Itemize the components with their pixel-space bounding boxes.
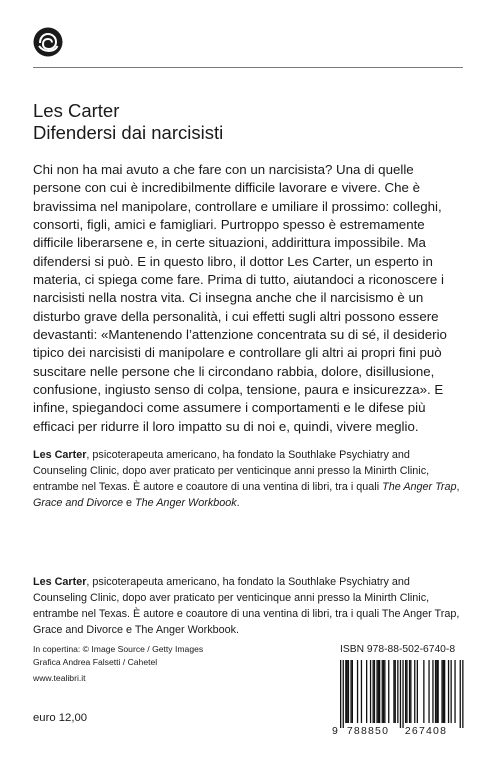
bio-separator: , [456,480,460,493]
book-title: Difendersi dai narcisisti [33,122,224,143]
isbn-label: ISBN 978-88-502-6740-8 [340,644,456,655]
barcode-bar [428,660,429,723]
barcode-bar [376,660,377,723]
isbn-barcode [330,660,468,736]
barcode-bar [379,660,380,723]
barcode-bar [388,660,389,723]
book-author: Les Carter [33,100,120,121]
barcode-bar [423,660,424,723]
barcode-bar [348,660,349,723]
header-divider [33,67,463,68]
author-bio [33,448,465,512]
barcode-bar [405,660,406,723]
bio-author-name: Les Carter [33,449,87,461]
barcode-bar [409,660,410,723]
barcode-bar [460,660,461,728]
barcode-bar [370,660,371,723]
credits [33,643,203,668]
barcode-bar [397,660,398,723]
barcode-bar [350,660,351,723]
barcode-bar [410,660,411,723]
barcode-bar [373,660,374,723]
barcode-bar [366,660,367,723]
bio-separator: e [123,496,136,509]
barcode-bar [361,660,362,723]
tea-libri-logo-icon [33,27,63,57]
barcode-bar [432,660,433,723]
barcode-bar [343,660,344,728]
barcode-bar [347,660,348,723]
barcode-bar [345,660,346,723]
barcode-bar [435,660,436,723]
barcode-bar [393,660,394,723]
barcode-bar [443,660,444,723]
barcode-bar [454,660,455,723]
bio-book-title: The Anger Trap [382,480,457,493]
barcode-left-group: 788850 [346,725,390,736]
bio-book-title: The Anger Workbook [135,496,237,509]
bio-text: , psicoterapeuta americano, ha fondato la Southlake Psychiatry and Counseling Clinic, dopo aver praticato per venticinque anni presso la Minirth Clinic, entrambe nel Texas. È autore e coautore di una ventina di libri, tra i quali [33,449,430,493]
price: euro 12,00 [33,712,88,724]
barcode-bar [444,660,445,723]
publisher-website: www.tealibri.it [33,673,86,683]
book-blurb: Chi non ha mai avuto a che fare con un narcisista? Una di quelle persone con cui è incredibilmente difficile lavorare e vivere. Che è bravissima nel manipolare, controllare e umiliare il prossimo: colleghi, consorti, figli, amici e famigliari. Purtroppo spesso è estremamente difficile liberarsene e, in certe situazioni, addirittura impossibile. Ma difendersi si può. E in questo libro, il dottor Les Carter, un esperto in materia, ci spiega come fare. Prima di tutto, aiutandoci a riconoscere i narcisisti nella nostra vita. Ci insegna anche che il narcisismo è un disturbo grave della personalità, i cui effetti sugli altri possono essere devastanti: «Mantenendo l’attenzione concentrata su di sé, il desiderio tipico dei narcisisti di manipolare e controllare gli altri ai propri fini può suscitare nelle persone che li circondano rabbia, dolore, disillusione, confusione, ingiusto senso di colpa, tensione, paura e insicurezza». E infine, spiegandoci come assumere i comportamenti e le difese più efficaci per ridurre il loro impatto su di noi e, quindi, vivere meglio. [33,162,447,434]
barcode-bar [438,660,439,723]
barcode-bar [441,660,442,723]
barcode-bar [406,660,407,723]
barcode-bar [448,660,449,723]
cover-credit: In copertina: © Image Source / Getty Images [33,644,204,654]
barcode-bar [340,660,341,728]
bio-book-title: Grace and Divorce [33,496,124,509]
barcode-bar [462,660,463,728]
barcode-bar [414,660,415,723]
bio-repeat-author-name: Les Carter [33,576,87,588]
barcode-bar [378,660,379,723]
barcode-bar [374,660,375,723]
barcode-bar [395,660,396,723]
barcode-bar [451,660,452,723]
author-bio-repeat [33,575,465,639]
barcode-bar [400,660,401,728]
barcode-bar [357,660,358,723]
bio-repeat-text: , psicoterapeuta americano, ha fondato la Southlake Psychiatry and Counseling Clinic, dopo aver praticato per venticinque anni presso la Minirth Clinic, entrambe nel Texas. È autore e coautore di una ventina di libri, tra i quali The Anger Trap, Grace and Divorce e The Anger Workbook. [33,576,460,636]
bio-end: . [236,496,240,509]
barcode-bar [382,660,383,723]
barcode-bar [417,660,418,723]
graphics-credit: Grafica Andrea Falsetti / Cahetel [33,656,158,667]
barcode-right-group: 267408 [404,725,448,736]
barcode-bar [383,660,384,723]
barcode-bar [402,660,403,728]
barcode-bar [384,660,385,723]
barcode-bar [352,660,353,723]
barcode-first-digit: 9 [332,725,338,736]
barcode-bar [436,660,437,723]
